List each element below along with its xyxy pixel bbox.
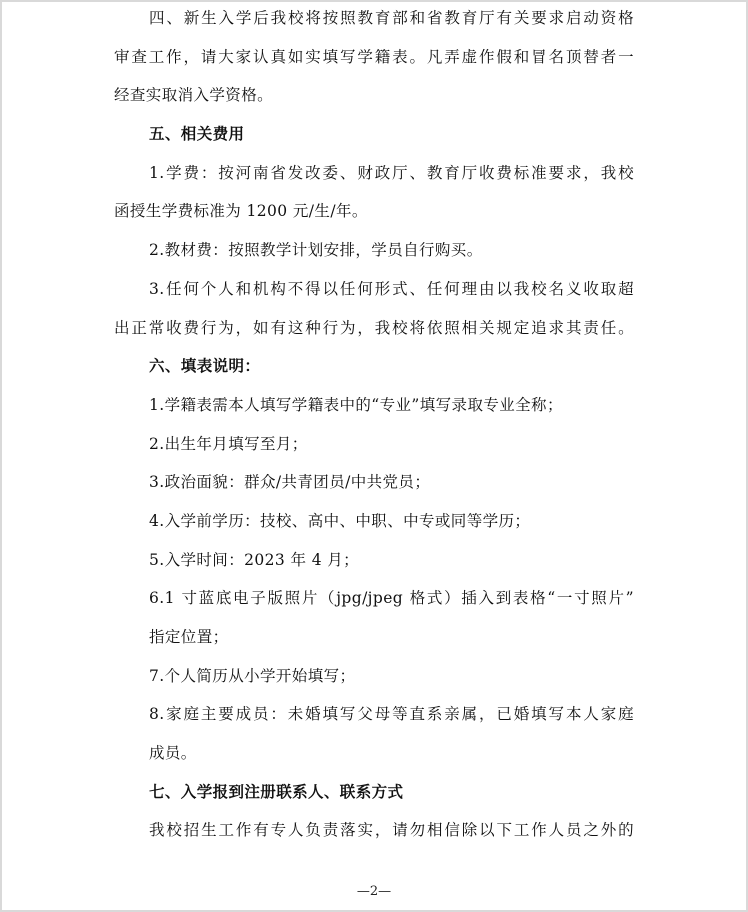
- paragraph-line: 审查工作，请大家认真如实填写学籍表。凡弄虚作假和冒名顶替者一: [114, 47, 634, 66]
- paragraph-line: 2.出生年月填写至月；: [149, 434, 308, 453]
- paragraph-line: 成员。: [149, 744, 197, 763]
- paragraph-line: 6.1 寸蓝底电子版照片（jpg/jpeg 格式）插入到表格“一寸照片”: [149, 589, 634, 608]
- paragraph-line: 四、新生入学后我校将按照教育部和省教育厅有关要求启动资格: [149, 9, 634, 27]
- paragraph-line: 2.教材费：按照教学计划安排，学员自行购买。: [149, 241, 483, 260]
- paragraph-line: 8.家庭主要成员：未婚填写父母等直系亲属，已婚填写本人家庭: [149, 705, 634, 724]
- section-heading-form-instructions: 六、填表说明：: [149, 356, 261, 376]
- paragraph-line: 3.任何个人和机构不得以任何形式、任何理由以我校名义收取超: [149, 279, 634, 298]
- paragraph-line: 7.个人简历从小学开始填写；: [149, 666, 356, 685]
- paragraph-line: 出正常收费行为，如有这种行为，我校将依照相关规定追求其责任。: [114, 318, 634, 337]
- page-border-left: [0, 0, 2, 912]
- paragraph-line: 我校招生工作有专人负责落实，请勿相信除以下工作人员之外的: [149, 821, 634, 840]
- page-number: —2—: [356, 884, 392, 899]
- paragraph-line: 5.入学时间：2023 年 4 月；: [149, 550, 360, 569]
- paragraph-line: 1.学籍表需本人填写学籍表中的“专业”填写录取专业全称；: [149, 395, 563, 414]
- paragraph-line: 1.学费：按河南省发改委、财政厅、教育厅收费标准要求，我校: [149, 163, 634, 182]
- document-body: [114, 0, 634, 850]
- section-heading-fees: 五、相关费用: [149, 124, 245, 144]
- paragraph-line: 指定位置；: [149, 628, 229, 646]
- paragraph-line: 经查实取消入学资格。: [114, 86, 274, 105]
- paragraph-line: 3.政治面貌：群众/共青团员/中共党员；: [149, 473, 431, 492]
- paragraph-line: 4.入学前学历：技校、高中、中职、中专或同等学历；: [149, 511, 531, 530]
- section-heading-contacts: 七、入学报到注册联系人、联系方式: [149, 781, 404, 801]
- paragraph-line: 函授生学费标准为 1200 元/生/年。: [114, 202, 368, 221]
